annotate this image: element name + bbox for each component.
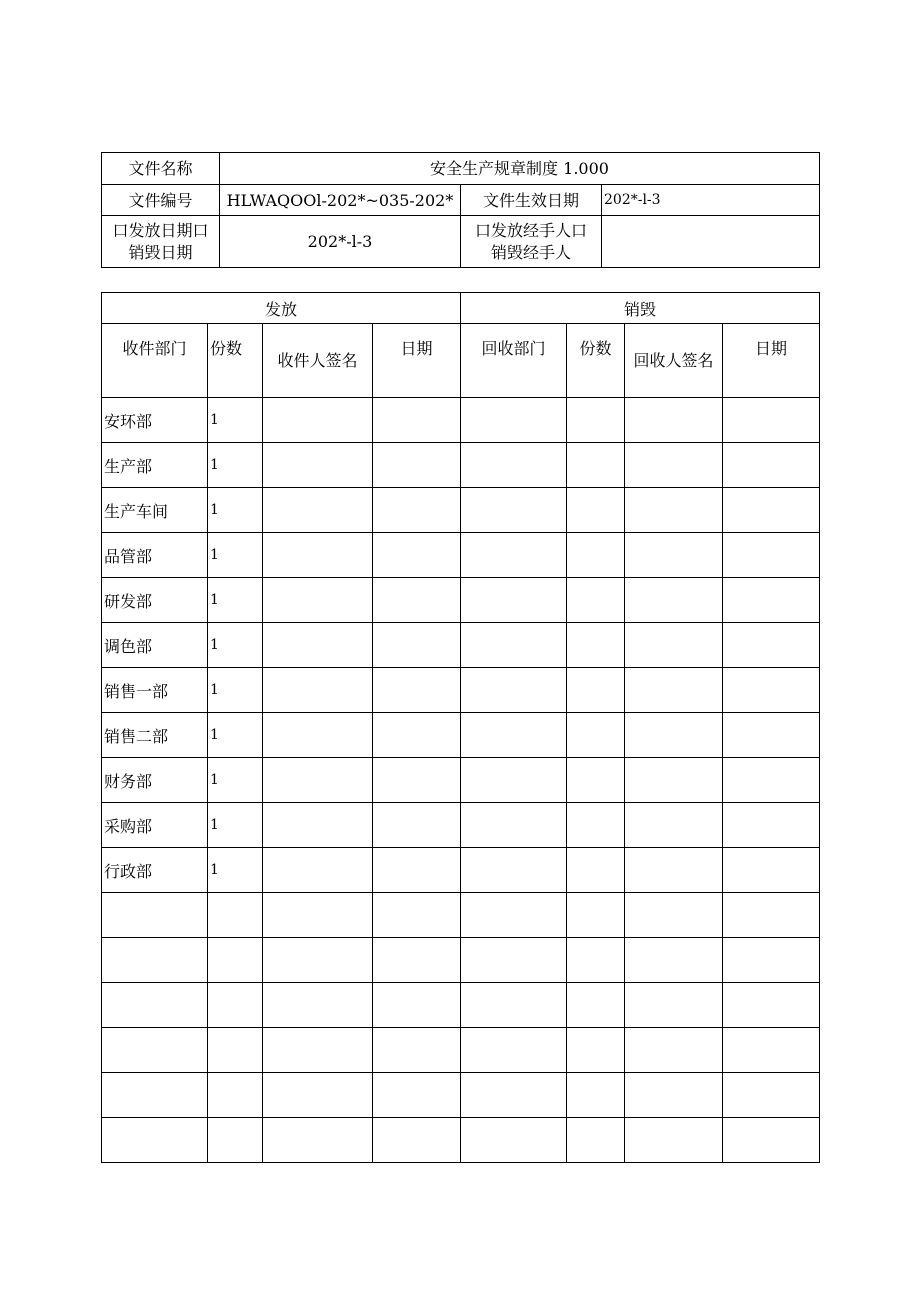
- table-row: [102, 623, 820, 668]
- blank-cell: [625, 398, 723, 443]
- destroy-header: 销毁: [461, 293, 820, 324]
- copies-cell: [208, 1028, 263, 1073]
- handler-label-line2: 销毁经手人: [490, 242, 571, 262]
- blank-cell: [625, 803, 723, 848]
- copies-cell: 1: [208, 578, 263, 623]
- table-row: [102, 1073, 820, 1118]
- blank-cell: [567, 758, 625, 803]
- copies-cell: [208, 983, 263, 1028]
- blank-cell: [461, 1118, 567, 1163]
- blank-cell: [567, 578, 625, 623]
- blank-cell: [263, 443, 373, 488]
- blank-cell: [567, 1118, 625, 1163]
- blank-cell: [373, 713, 461, 758]
- dept-cell: [102, 1118, 208, 1163]
- table-row: [102, 713, 820, 758]
- dept-cell: 研发部: [102, 578, 208, 623]
- col-header: 日期: [373, 324, 461, 398]
- table-row: [102, 803, 820, 848]
- blank-cell: [461, 938, 567, 983]
- blank-cell: [567, 893, 625, 938]
- table-row: [102, 533, 820, 578]
- blank-cell: [567, 983, 625, 1028]
- blank-cell: [625, 713, 723, 758]
- effective-date-value: 202*-l-3: [602, 185, 820, 216]
- issue-date-label: [102, 216, 220, 268]
- copies-cell: [208, 893, 263, 938]
- table-row: [102, 1118, 820, 1163]
- copies-cell: 1: [208, 803, 263, 848]
- blank-cell: [723, 578, 820, 623]
- blank-cell: [373, 983, 461, 1028]
- blank-cell: [723, 1028, 820, 1073]
- distribution-rows: [102, 398, 820, 1163]
- document-info-table: [101, 152, 820, 268]
- dept-cell: 行政部: [102, 848, 208, 893]
- blank-cell: [723, 488, 820, 533]
- blank-cell: [625, 623, 723, 668]
- copies-cell: 1: [208, 758, 263, 803]
- blank-cell: [461, 1028, 567, 1073]
- table-row: [102, 1028, 820, 1073]
- copies-cell: [208, 1073, 263, 1118]
- col-header: 回收部门: [461, 324, 567, 398]
- blank-cell: [263, 578, 373, 623]
- blank-cell: [373, 668, 461, 713]
- blank-cell: [461, 1073, 567, 1118]
- table-row: [102, 398, 820, 443]
- table-row: [102, 443, 820, 488]
- copies-cell: [208, 1118, 263, 1163]
- blank-cell: [567, 398, 625, 443]
- table-row: [102, 668, 820, 713]
- blank-cell: [723, 533, 820, 578]
- table-row: [102, 578, 820, 623]
- blank-cell: [461, 758, 567, 803]
- blank-cell: [263, 1118, 373, 1163]
- dept-cell: 采购部: [102, 803, 208, 848]
- blank-cell: [723, 398, 820, 443]
- col-header: 份数: [208, 324, 263, 398]
- col-header: 回收人签名: [625, 324, 723, 398]
- blank-cell: [373, 1118, 461, 1163]
- blank-cell: [625, 488, 723, 533]
- handler-label: [461, 216, 602, 268]
- handler-label-line1: 口发放经手人口: [474, 220, 587, 240]
- blank-cell: [723, 983, 820, 1028]
- blank-cell: [567, 713, 625, 758]
- blank-cell: [263, 938, 373, 983]
- issue-date-value: 202*-l-3: [220, 216, 461, 268]
- dept-cell: [102, 1028, 208, 1073]
- copies-cell: 1: [208, 443, 263, 488]
- blank-cell: [461, 443, 567, 488]
- blank-cell: [625, 893, 723, 938]
- blank-cell: [567, 938, 625, 983]
- blank-cell: [373, 893, 461, 938]
- blank-cell: [373, 938, 461, 983]
- blank-cell: [263, 758, 373, 803]
- dept-cell: 生产车间: [102, 488, 208, 533]
- dept-cell: 生产部: [102, 443, 208, 488]
- blank-cell: [625, 983, 723, 1028]
- blank-cell: [373, 848, 461, 893]
- blank-cell: [723, 938, 820, 983]
- name-value: 安全生产规章制度 1.000: [220, 153, 820, 185]
- issue-date-label-line1: 口发放日期口: [112, 220, 209, 240]
- blank-cell: [723, 758, 820, 803]
- distribution-table: [101, 292, 820, 1163]
- blank-cell: [567, 1028, 625, 1073]
- blank-cell: [461, 713, 567, 758]
- dept-cell: [102, 1073, 208, 1118]
- blank-cell: [461, 623, 567, 668]
- blank-cell: [373, 623, 461, 668]
- blank-cell: [461, 668, 567, 713]
- blank-cell: [373, 398, 461, 443]
- blank-cell: [625, 578, 723, 623]
- blank-cell: [461, 533, 567, 578]
- dept-cell: 销售一部: [102, 668, 208, 713]
- copies-cell: 1: [208, 398, 263, 443]
- code-value: HLWAQOOl-202*~035-202*: [220, 185, 461, 216]
- dept-cell: 安环部: [102, 398, 208, 443]
- blank-cell: [263, 488, 373, 533]
- blank-cell: [263, 893, 373, 938]
- blank-cell: [461, 803, 567, 848]
- blank-cell: [723, 623, 820, 668]
- blank-cell: [723, 668, 820, 713]
- effective-date-label: 文件生效日期: [461, 185, 602, 216]
- dept-cell: 调色部: [102, 623, 208, 668]
- copies-cell: 1: [208, 533, 263, 578]
- blank-cell: [625, 443, 723, 488]
- blank-cell: [461, 398, 567, 443]
- copies-cell: 1: [208, 488, 263, 533]
- dept-cell: [102, 893, 208, 938]
- col-header: 收件部门: [102, 324, 208, 398]
- blank-cell: [625, 1073, 723, 1118]
- blank-cell: [373, 578, 461, 623]
- table-row: [102, 983, 820, 1028]
- blank-cell: [567, 668, 625, 713]
- blank-cell: [567, 1073, 625, 1118]
- table-row: [102, 758, 820, 803]
- blank-cell: [461, 983, 567, 1028]
- code-label: 文件编号: [102, 185, 220, 216]
- blank-cell: [263, 668, 373, 713]
- blank-cell: [263, 848, 373, 893]
- dept-cell: [102, 983, 208, 1028]
- table-row: [102, 848, 820, 893]
- blank-cell: [263, 713, 373, 758]
- blank-cell: [625, 668, 723, 713]
- issue-header: 发放: [102, 293, 461, 324]
- blank-cell: [625, 1118, 723, 1163]
- blank-cell: [461, 488, 567, 533]
- name-label: 文件名称: [102, 153, 220, 185]
- blank-cell: [625, 533, 723, 578]
- copies-cell: 1: [208, 848, 263, 893]
- col-header: 收件人签名: [263, 324, 373, 398]
- blank-cell: [373, 488, 461, 533]
- table-row: [102, 893, 820, 938]
- table-row: [102, 938, 820, 983]
- blank-cell: [567, 443, 625, 488]
- blank-cell: [263, 398, 373, 443]
- blank-cell: [263, 803, 373, 848]
- blank-cell: [625, 938, 723, 983]
- blank-cell: [373, 1073, 461, 1118]
- blank-cell: [723, 443, 820, 488]
- blank-cell: [723, 893, 820, 938]
- blank-cell: [263, 533, 373, 578]
- blank-cell: [625, 1028, 723, 1073]
- blank-cell: [373, 443, 461, 488]
- dept-cell: [102, 938, 208, 983]
- table-row: [102, 488, 820, 533]
- copies-cell: [208, 938, 263, 983]
- col-header: 日期: [723, 324, 820, 398]
- blank-cell: [373, 758, 461, 803]
- dept-cell: 财务部: [102, 758, 208, 803]
- blank-cell: [723, 1118, 820, 1163]
- dept-cell: 销售二部: [102, 713, 208, 758]
- issue-date-label-line2: 销毁日期: [128, 242, 193, 262]
- blank-cell: [263, 983, 373, 1028]
- blank-cell: [373, 533, 461, 578]
- blank-cell: [263, 1028, 373, 1073]
- blank-cell: [567, 533, 625, 578]
- blank-cell: [461, 578, 567, 623]
- blank-cell: [373, 1028, 461, 1073]
- blank-cell: [625, 758, 723, 803]
- blank-cell: [625, 848, 723, 893]
- blank-cell: [263, 1073, 373, 1118]
- blank-cell: [461, 848, 567, 893]
- blank-cell: [567, 488, 625, 533]
- blank-cell: [567, 623, 625, 668]
- blank-cell: [373, 803, 461, 848]
- copies-cell: 1: [208, 668, 263, 713]
- blank-cell: [567, 803, 625, 848]
- blank-cell: [461, 893, 567, 938]
- handler-value: [602, 216, 820, 268]
- blank-cell: [263, 623, 373, 668]
- blank-cell: [723, 803, 820, 848]
- col-header: 份数: [567, 324, 625, 398]
- blank-cell: [723, 1073, 820, 1118]
- copies-cell: 1: [208, 623, 263, 668]
- blank-cell: [723, 713, 820, 758]
- blank-cell: [723, 848, 820, 893]
- copies-cell: 1: [208, 713, 263, 758]
- blank-cell: [567, 848, 625, 893]
- dept-cell: 品管部: [102, 533, 208, 578]
